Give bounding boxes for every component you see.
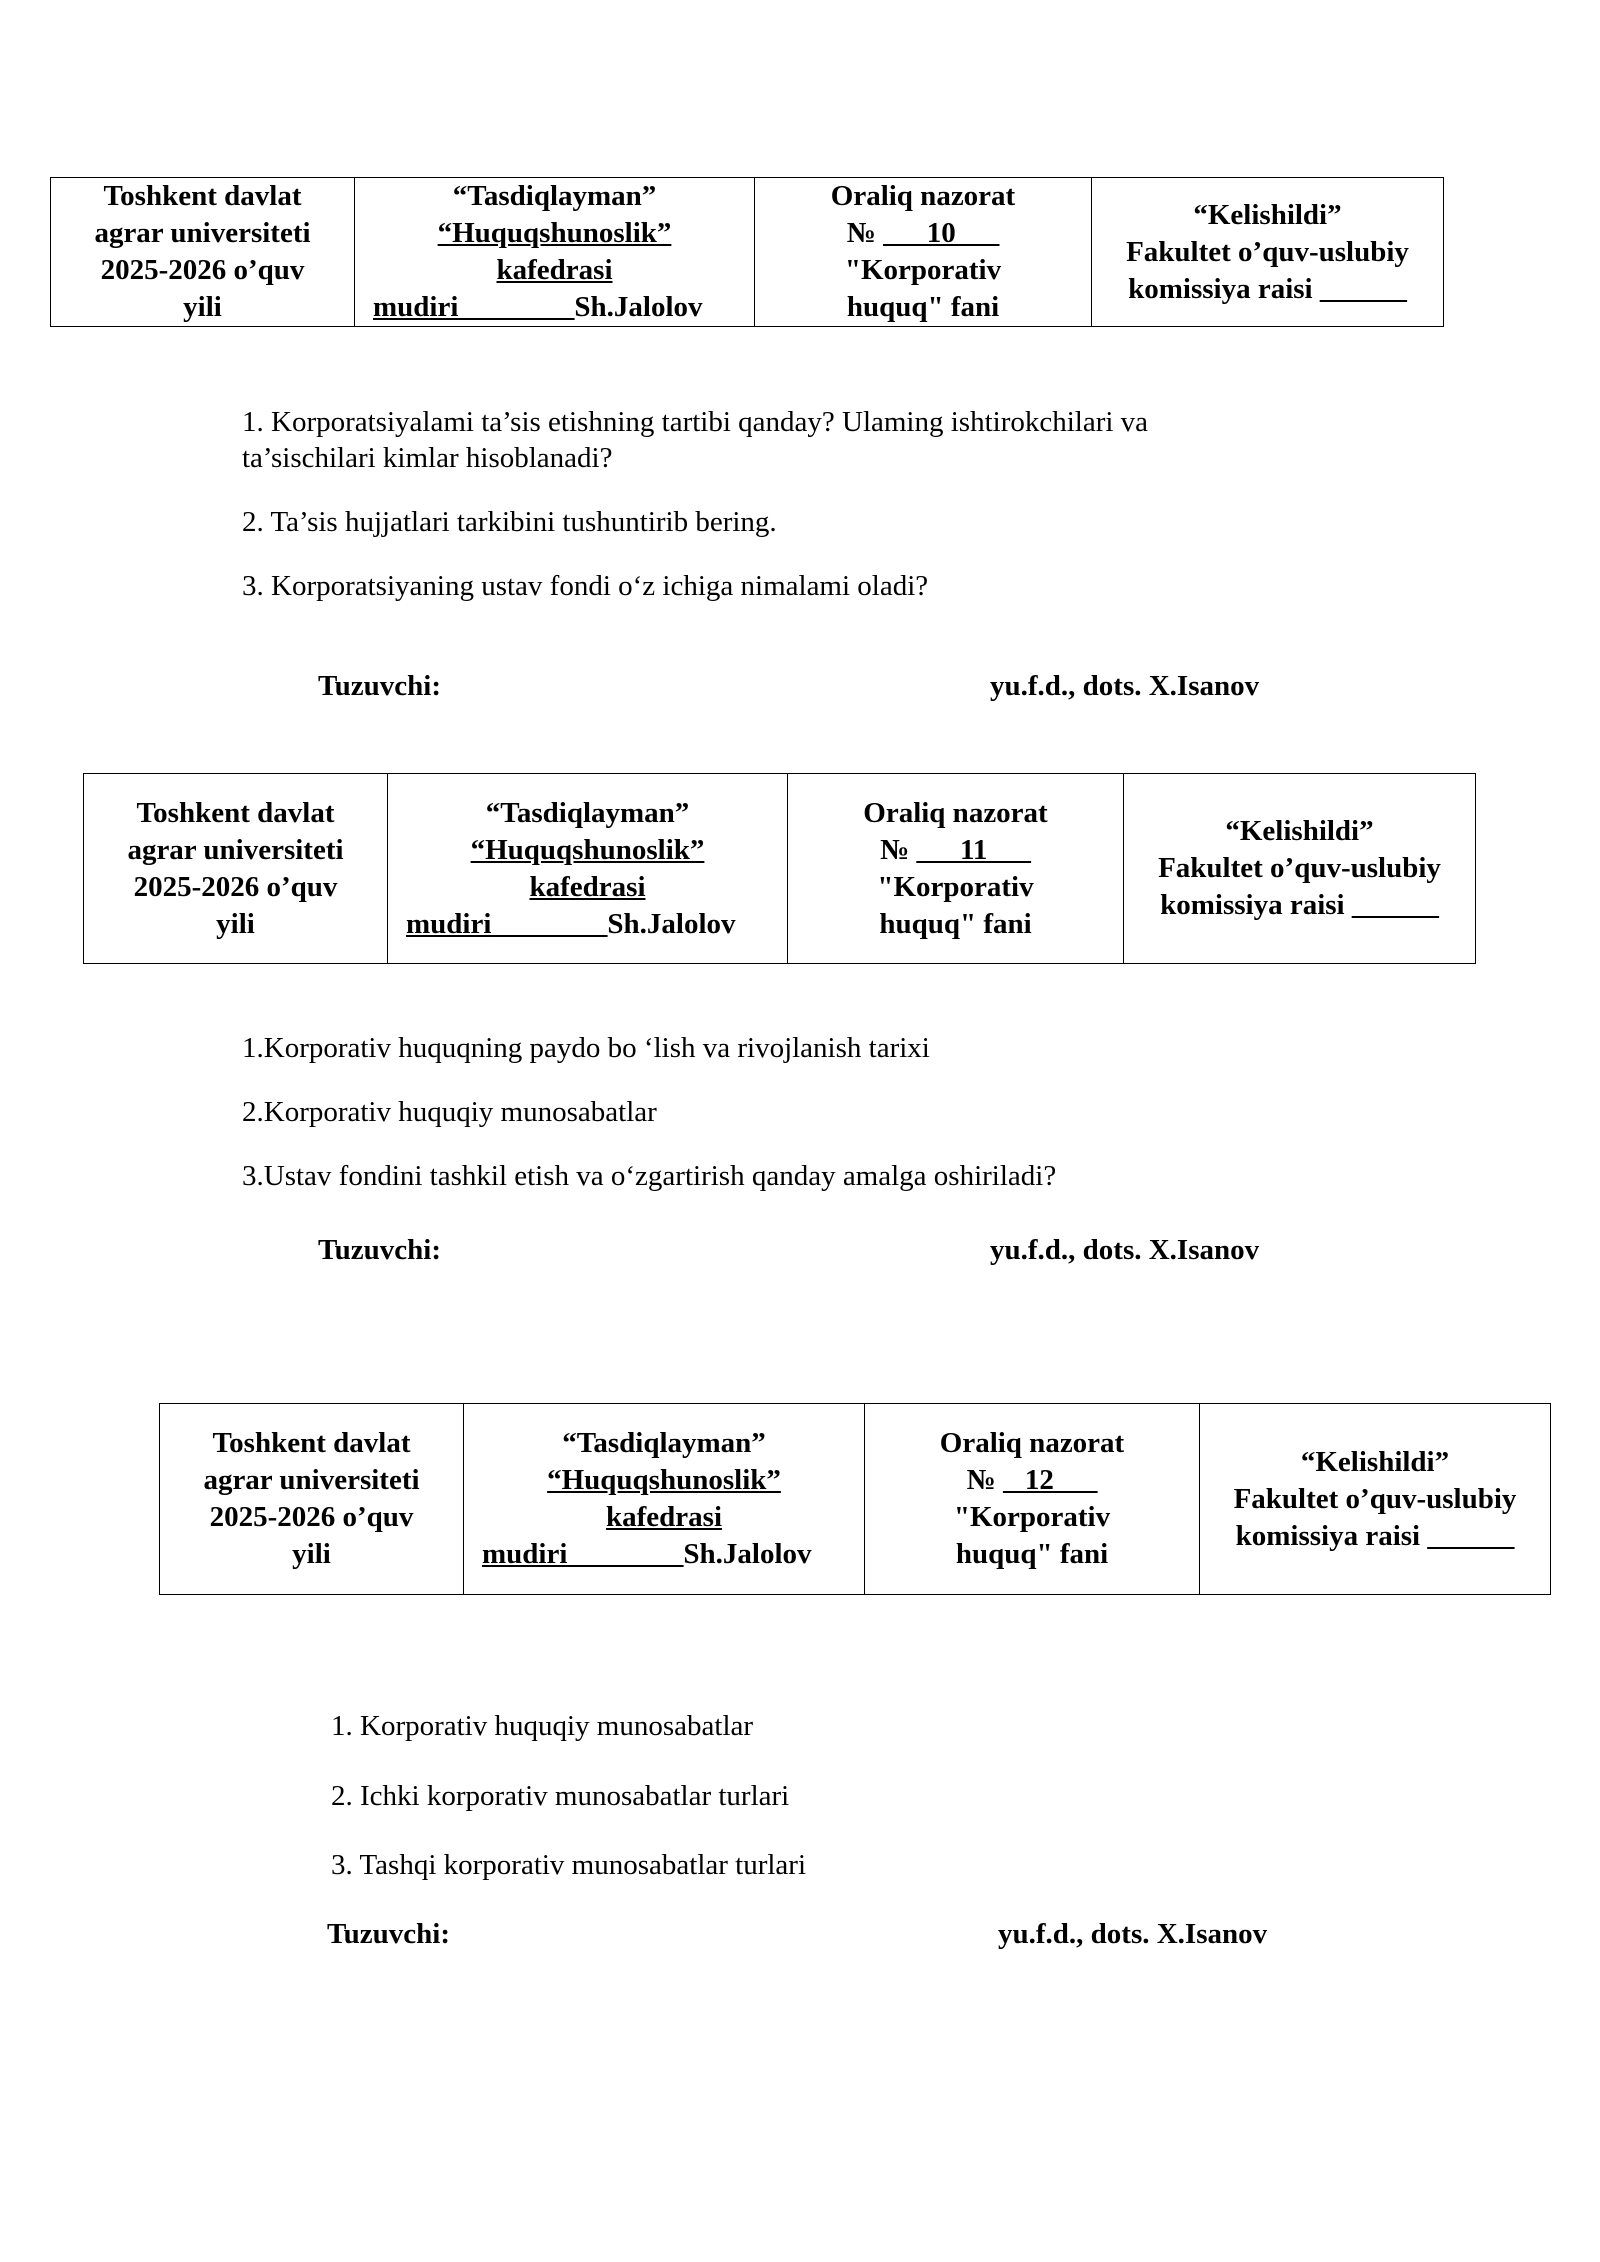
approval-department: “Huquqshunoslik” [470,833,705,866]
approval-department: “Huquqshunoslik” [437,217,672,249]
ticket-header-table [159,1403,1551,1595]
control-title: Oraliq nazorat [939,1427,1125,1459]
head-label: mudiri [482,1538,568,1570]
ticket-number: ___11___ [916,833,1031,866]
question-text: 3. Tashqi korporativ munosabatlar turlari [331,1849,807,1881]
university-line: 2025-2026 o’quv [100,254,305,286]
agreed-title: “Kelishildi” [1225,815,1374,847]
university-line: 2025-2026 o’quv [133,870,338,903]
university-line: Toshkent davlat [136,796,335,829]
agreed-commission: komissiya raisi ______ [1160,889,1439,921]
agreed-faculty: Fakultet o’quv-uslubiy [1158,852,1441,884]
university-line: yili [292,1538,331,1570]
university-line: agrar universiteti [203,1464,420,1496]
question-text: 2. Ta’sis hujjatlari tarkibini tushuntirib bering. [242,506,777,538]
agreed-commission: komissiya raisi ______ [1235,1519,1515,1552]
control-cell [865,1404,1200,1595]
composer-name: yu.f.d., dots. X.Isanov [990,670,1260,702]
head-label: mudiri [406,907,492,940]
approval-department: “Huquqshunoslik” [547,1464,781,1496]
control-cell [788,774,1124,964]
university-line: agrar universiteti [94,217,311,249]
agreed-faculty: Fakultet o’quv-uslubiy [1233,1482,1517,1515]
control-cell [755,178,1092,327]
control-title: Oraliq nazorat [830,180,1016,212]
control-number [869,1462,1195,1499]
university-cell [51,178,355,327]
approval-head-signature [392,906,783,943]
signature-line: ________ [458,291,575,323]
number-sign: № [880,833,917,866]
approval-cell [388,774,788,964]
agreed-cell [1092,178,1444,327]
ticket-header-table [83,773,1476,964]
number-sign: № [846,217,884,249]
university-line: yili [216,907,255,940]
number-sign: № [966,1464,1004,1496]
question-text: 1.Korporativ huquqning paydo bo ‘lish va rivojlanish tarixi [242,1032,930,1064]
composer-label: Tuzuvchi: [318,670,442,702]
composer-name: yu.f.d., dots. X.Isanov [990,1234,1260,1266]
university-line: 2025-2026 o’quv [209,1501,414,1533]
approval-kafedra: kafedrasi [496,254,613,286]
ticket-number: _ 12___ [1003,1464,1098,1496]
subject-line: huquq" fani [955,1538,1109,1570]
approval-head-signature [468,1536,860,1573]
agreed-faculty: Fakultet o’quv-uslubiy [1126,235,1409,268]
approval-title: “Tasdiqlayman” [452,180,657,212]
subject-line: "Korporativ [844,254,1002,286]
control-number [759,215,1087,252]
agreed-cell [1200,1404,1551,1595]
question-text: 2. Ichki korporativ munosabatlar turlari [331,1780,790,1812]
control-title: Oraliq nazorat [863,796,1048,829]
agreed-title: “Kelishildi” [1193,198,1342,231]
approval-cell [355,178,755,327]
head-name: Sh.Jalolov [683,1538,812,1570]
signature-line: ________ [567,1538,684,1570]
composer-name: yu.f.d., dots. X.Isanov [998,1918,1268,1950]
subject-line: huquq" fani [846,291,1000,323]
approval-title: “Tasdiqlayman” [485,796,690,829]
approval-kafedra: kafedrasi [606,1501,722,1533]
question-text: 2.Korporativ huquqiy munosabatlar [242,1096,657,1128]
university-line: Toshkent davlat [212,1427,411,1459]
question-text: 3.Ustav fondini tashkil etish va o‘zgartirish qanday amalga oshiriladi? [242,1160,1057,1192]
university-cell [84,774,388,964]
university-line: Toshkent davlat [103,180,302,212]
head-label: mudiri [373,291,459,323]
subject-line: "Korporativ [953,1501,1111,1533]
question-text: ta’sischilari kimlar hisoblanadi? [242,442,613,474]
composer-label: Tuzuvchi: [318,1234,442,1266]
university-cell [160,1404,464,1595]
signature-line: ________ [491,907,608,940]
university-line: yili [183,291,222,323]
approval-cell [464,1404,865,1595]
agreed-commission: komissiya raisi ______ [1128,272,1407,305]
approval-kafedra: kafedrasi [529,870,646,903]
ticket-number: ___10___ [883,217,1000,249]
composer-label: Tuzuvchi: [327,1918,451,1950]
control-number [792,832,1119,869]
agreed-cell [1124,774,1476,964]
university-line: agrar universiteti [127,833,344,866]
question-text: 3. Korporatsiyaning ustav fondi o‘z ichiga nimalami oladi? [242,570,929,602]
subject-line: "Korporativ [877,870,1034,903]
agreed-title: “Kelishildi” [1300,1445,1450,1478]
approval-head-signature [359,289,750,326]
approval-title: “Tasdiqlayman” [562,1427,766,1459]
head-name: Sh.Jalolov [607,907,736,940]
question-text: 1. Korporatsiyalami ta’sis etishning tartibi qanday? Ulaming ishtirokchilari va [242,406,1149,438]
question-text: 1. Korporativ huquqiy munosabatlar [331,1710,754,1742]
ticket-header-table [50,177,1444,327]
subject-line: huquq" fani [879,907,1032,940]
head-name: Sh.Jalolov [574,291,703,323]
